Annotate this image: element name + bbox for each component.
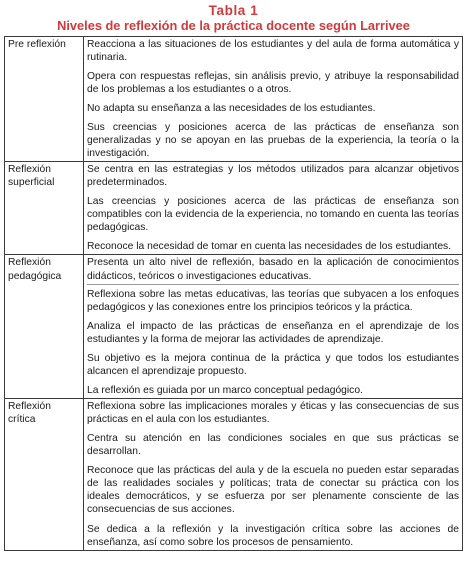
level-description [84,36,463,162]
level-name: Pre reflexión [5,36,84,162]
table-title: Niveles de reflexión de la práctica docente según Larrivee [57,18,410,34]
description-item: Presenta un alto nivel de reflexión, basado en la aplicación de conocimientos didácticos, teóricos o investigaciones educativas. [87,256,459,284]
description-item: Reacciona a las situaciones de los estudiantes y del aula de forma automática y rutinaria. [87,38,459,63]
description-item: No adapta su enseñanza a las necesidades de los estudiantes. [87,102,376,114]
table-row [5,399,463,551]
description-item: La reflexión es guiada por un marco conceptual pedagógico. [87,384,363,396]
description-item: Su objetivo es la mejora continua de la práctica y que todos los estudiantes alcancen el aprendizaje propuesto. [87,352,459,377]
description-item: Reconoce la necesidad de tomar en cuenta las necesidades de los estudiantes. [87,241,452,253]
level-description [84,162,463,255]
description-item: Reflexiona sobre las metas educativas, las teorías que subyacen a los enfoques pedagógicos y las conexiones entre los principios teóricos y la práctica. [87,288,459,313]
table-row [5,36,463,162]
table-row [5,162,463,255]
description-item: Opera con respuestas reflejas, sin análisis previo, y atribuye la responsabilidad de los problemas a los estudiantes o a otros. [87,70,459,95]
description-item: Sus creencias y posiciones acerca de las prácticas de enseñanza son generalizadas y no se apoyan en las pruebas de la experiencia, la teoría o la investigación. [87,121,459,160]
description-item: Las creencias y posiciones acerca de las prácticas de enseñanza son compatibles con la evidencia de la experiencia, no tomando en cuenta las teorías pedagógicas. [87,196,459,234]
level-name: Reflexión pedagógica [5,255,84,399]
table-row [5,255,463,399]
description-item: Centra su atención en las condiciones sociales en que sus prácticas se desarrollan. [87,433,459,458]
description-item: Reflexiona sobre las implicaciones morales y éticas y las consecuencias de sus prácticas en el aula con los estudiantes. [87,401,459,426]
level-description [84,255,463,399]
level-name: Reflexión crítica [5,399,84,551]
description-item: Analiza el impacto de las prácticas de enseñanza en el aprendizaje de los estudiantes y la forma de mejorar las actividades de aprendizaje. [87,320,459,345]
description-item: Se dedica a la reflexión y la investigación crítica sobre las acciones de enseñanza, así como sobre los procesos de pensamiento. [87,523,459,548]
level-name: Reflexión superficial [5,162,84,255]
table-label: Tabla 1 [208,3,259,18]
description-item: Reconoce que las prácticas del aula y de la escuela no pueden estar separadas de las realidades sociales y políticas; trata de conectar su práctica con los ideales democráticos, y se esfuerza por ser plenamente consciente de las consecuencias de sus acciones. [87,465,459,516]
description-item: Se centra en las estrategias y los métodos utilizados para alcanzar objetivos predeterminados. [87,164,459,189]
reflection-levels-table [4,36,463,551]
level-description [84,399,463,551]
table-caption [4,4,463,33]
